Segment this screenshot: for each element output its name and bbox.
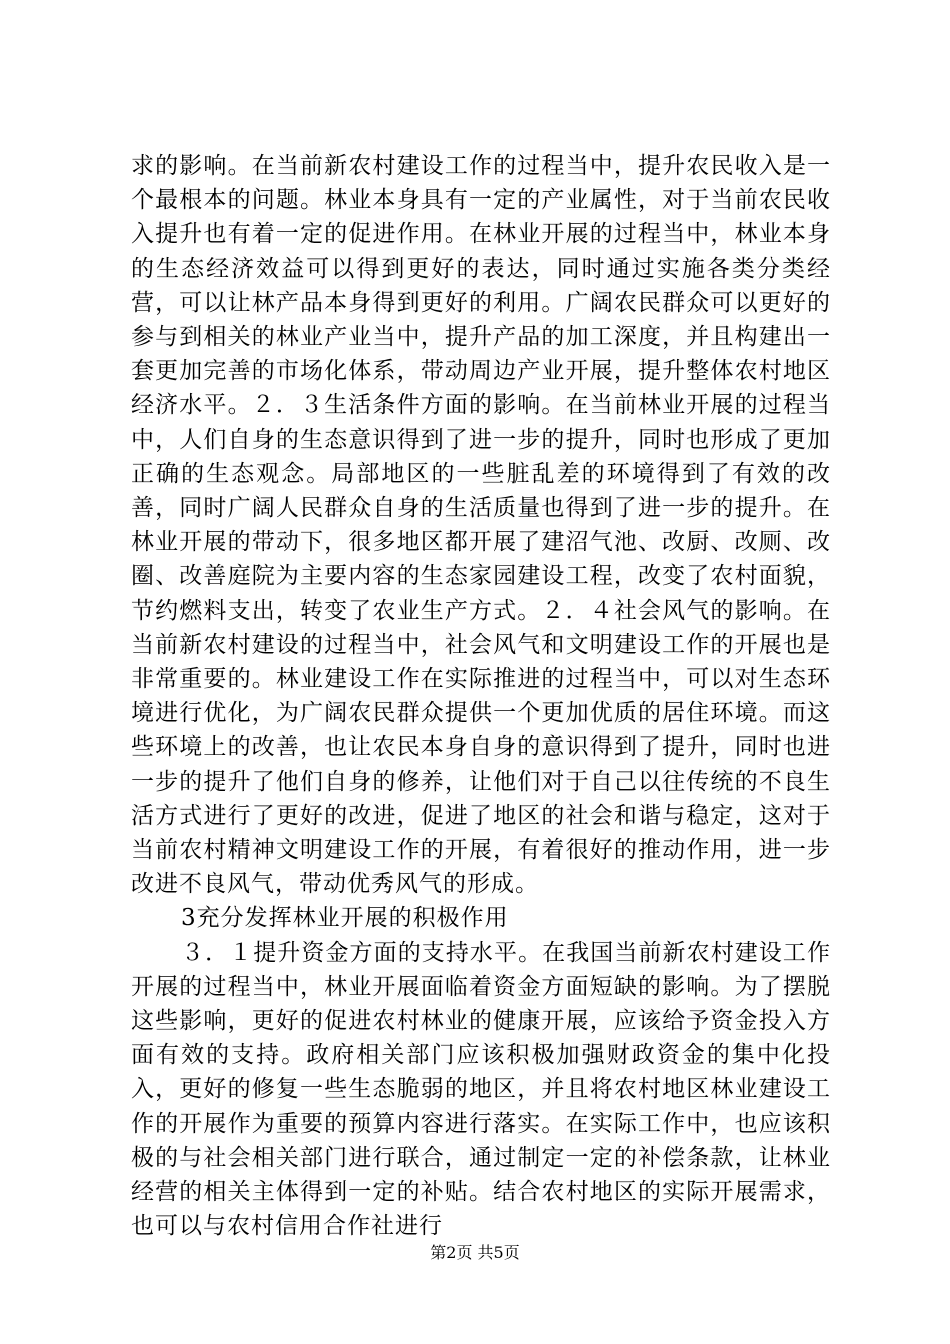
section-heading: 3充分发挥林业开展的积极作用 (181, 905, 509, 932)
document-body (131, 149, 831, 1244)
paragraph-funding: ３．１提升资金方面的支持水平。在我国当前新农村建设工作开展的过程当中，林业开展面临着资金方面短缺的影响。为了摆脱这些影响，更好的促进农村林业的健康开展，应该给予资金投入方面有效的支持。政府相关部门应该积极加强财政资金的集中化投入，更好的修复一些生态脆弱的地区，并且将农村地区林业建设工作的开展作为重要的预算内容进行落实。在实际工作中，也应该积极的与社会相关部门进行联合，通过制定一定的补偿条款，让林业经营的相关主体得到一定的补贴。结合农村地区的实际开展需求，也可以与农村信用合作社进行 (131, 939, 831, 1240)
page-footer (0, 1243, 950, 1263)
page-number-label: 第2页 共5页 (430, 1243, 520, 1262)
paragraph-continuation: 求的影响。在当前新农村建设工作的过程当中，提升农民收入是一个最根本的问题。林业本身具有一定的产业属性，对于当前农民收入提升也有着一定的促进作用。在林业开展的过程当中，林业本身的生态经济效益可以得到更好的表达，同时通过实施各类分类经营，可以让林产品本身得到更好的利用。广阔农民群众可以更好的参与到相关的林业产业当中，提升产品的加工深度，并且构建出一套更加完善的市场化体系，带动周边产业开展，提升整体农村地区经济水平。２．３生活条件方面的影响。在当前林业开展的过程当中，人们自身的生态意识得到了进一步的提升，同时也形成了更加正确的生态观念。局部地区的一些脏乱差的环境得到了有效的改善，同时广阔人民群众自身的生活质量也得到了进一步的提升。在林业开展的带动下，很多地区都开展了建沼气池、改厨、改厕、改圈、改善庭院为主要内容的生态家园建设工程，改变了农村面貌，节约燃料支出，转变了农业生产方式。２．４社会风气的影响。在当前新农村建设的过程当中，社会风气和文明建设工作的开展也是非常重要的。林业建设工作在实际推进的过程当中，可以对生态环境进行优化，为广阔农民群众提供一个更加优质的居住环境。而这些环境上的改善，也让农民本身自身的意识得到了提升，同时也进一步的提升了他们自身的修养，让他们对于自己以往传统的不良生活方式进行了更好的改进，促进了地区的社会和谐与稳定，这对于当前农村精神文明建设工作的开展，有着很好的推动作用，进一步改进不良风气，带动优秀风气的形成。 (131, 153, 831, 898)
